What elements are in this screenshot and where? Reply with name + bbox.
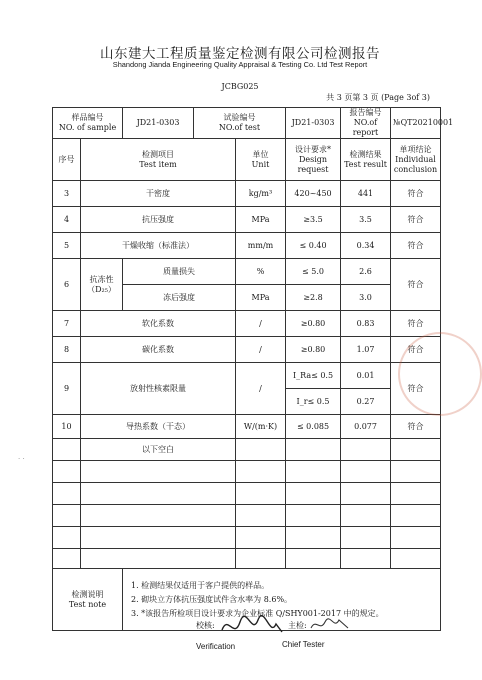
empty-row [53, 483, 441, 505]
col-result [341, 139, 391, 181]
row-no: 9 [53, 363, 81, 415]
sample-no-label-en: NO. of sample [58, 123, 117, 132]
note-2: 2. 砌块立方体抗压强度试件含水率为 8.6%。 [131, 594, 293, 604]
row-result: 3.0 [341, 285, 391, 311]
row-conclusion: 符合 [391, 415, 441, 439]
sample-no-label-cn: 样品编号 [71, 113, 104, 122]
chief-signature [308, 614, 352, 636]
verification-signature [218, 612, 286, 642]
row-group-label: 抗冻性 [89, 274, 114, 284]
col-design-en2: request [297, 164, 329, 174]
row-no: 6 [53, 259, 81, 311]
row-item: 软化系数 [81, 311, 236, 337]
row-group [81, 259, 123, 311]
test-no-value: JD21-0303 [286, 108, 341, 139]
margin-mark: · · [18, 455, 25, 463]
table-row [53, 259, 441, 285]
col-unit-cn: 单位 [252, 149, 269, 159]
row-requirement: ≥0.80 [286, 311, 341, 337]
row-item: 干密度 [81, 181, 236, 207]
row-subitem: 冻后强度 [123, 285, 236, 311]
row-unit: / [236, 337, 286, 363]
note-3: 3. *该报告所检项目设计要求为企业标准 Q/SHY001-2017 中的规定。 [131, 608, 384, 618]
page-indicator: 共 3 页第 3 页 (Page 3of 3) [326, 93, 430, 102]
row-unit: MPa [236, 207, 286, 233]
row-unit: / [236, 311, 286, 337]
empty-row [53, 527, 441, 549]
row-result: 0.077 [341, 415, 391, 439]
chief-tester-label-cn: 主检: [288, 621, 307, 630]
row-conclusion: 符合 [391, 181, 441, 207]
row-item: 导热系数（干态） [81, 415, 236, 439]
row-requirement: ≤ 0.40 [286, 233, 341, 259]
table-row [53, 233, 441, 259]
chief-tester-label-en: Chief Tester [282, 640, 325, 649]
table-row [53, 363, 441, 389]
row-item: 碳化系数 [81, 337, 236, 363]
col-design-cn: 设计要求* [295, 144, 332, 154]
test-no-label-en: NO.of test [218, 123, 261, 132]
row-requirement: 420~450 [286, 181, 341, 207]
row-result: 1.07 [341, 337, 391, 363]
row-no: 10 [53, 415, 81, 439]
row-unit: kg/m³ [236, 181, 286, 207]
table-row [53, 311, 441, 337]
row-item: 抗压强度 [81, 207, 236, 233]
row-conclusion: 符合 [391, 337, 441, 363]
col-conclusion [391, 139, 441, 181]
row-conclusion: 符合 [391, 259, 441, 311]
col-item [81, 139, 236, 181]
table-row [53, 415, 441, 439]
row-requirement: ≥2.8 [286, 285, 341, 311]
row-requirement: ≤ 5.0 [286, 259, 341, 285]
row-no: 4 [53, 207, 81, 233]
row-requirement: I_Ra≤ 0.5 [286, 363, 341, 389]
col-result-en: Test result [344, 159, 387, 169]
row-result: 441 [341, 181, 391, 207]
row-unit: W/(m·K) [236, 415, 286, 439]
row-no: 5 [53, 233, 81, 259]
test-results-table [52, 107, 454, 631]
col-unit-en: Unit [251, 159, 270, 169]
table-row [53, 337, 441, 363]
row-group-sub: （D₂₅） [87, 284, 116, 294]
col-item-cn: 检测项目 [142, 149, 174, 159]
row-result: 0.01 [341, 363, 391, 389]
notes-label-cn: 检测说明 [71, 589, 104, 599]
table-row [53, 181, 441, 207]
blank-row [53, 439, 441, 461]
row-conclusion: 符合 [391, 207, 441, 233]
row-item: 干燥收缩（标准法） [81, 233, 236, 259]
form-code: JCBG025 [221, 82, 259, 91]
info-row [53, 108, 441, 139]
column-header-row [53, 139, 441, 181]
row-subitem: 质量损失 [123, 259, 236, 285]
row-result: 0.83 [341, 311, 391, 337]
empty-row [53, 461, 441, 483]
company-seal [398, 332, 482, 416]
blank-marker: 以下空白 [81, 439, 236, 461]
row-result: 0.34 [341, 233, 391, 259]
col-result-cn: 检测结果 [349, 149, 382, 159]
row-unit: % [236, 259, 286, 285]
report-title-en: Shandong Jianda Engineering Quality Appraisal & Testing Co. Ltd Test Report [112, 60, 368, 69]
empty-row [53, 549, 441, 569]
report-no-label-en: NO.of report [352, 118, 379, 137]
row-conclusion: 符合 [391, 363, 441, 415]
col-conclusion-en2: conclusion [393, 164, 438, 174]
report-no-value: №QT20210001 [391, 108, 441, 139]
report-no-label [341, 108, 391, 139]
row-result: 0.27 [341, 389, 391, 415]
row-requirement: ≥3.5 [286, 207, 341, 233]
row-no: 7 [53, 311, 81, 337]
empty-row [53, 505, 441, 527]
row-no: 8 [53, 337, 81, 363]
row-item: 放射性核素限量 [81, 363, 236, 415]
row-requirement: ≤ 0.085 [286, 415, 341, 439]
verification-label-cn: 校核: [196, 621, 215, 630]
verification-label-en: Verification [196, 642, 236, 651]
row-unit: mm/m [236, 233, 286, 259]
notes-label [53, 569, 123, 631]
test-no-label [194, 108, 286, 139]
sample-no-label [53, 108, 123, 139]
sample-no-value: JD21-0303 [123, 108, 194, 139]
note-1: 1. 检测结果仅适用于客户提供的样品。 [131, 580, 270, 590]
col-conclusion-cn: 单项结论 [399, 144, 432, 154]
col-design [286, 139, 341, 181]
table-row [53, 207, 441, 233]
col-seq: 序号 [53, 139, 81, 181]
row-conclusion: 符合 [391, 311, 441, 337]
test-no-label-cn: 试验编号 [223, 113, 256, 122]
row-no: 3 [53, 181, 81, 207]
row-unit: MPa [236, 285, 286, 311]
col-unit [236, 139, 286, 181]
report-title-cn: 山东建大工程质量鉴定检测有限公司检测报告 [100, 46, 380, 62]
col-design-en1: Design [298, 154, 328, 164]
row-unit: / [236, 363, 286, 415]
row-requirement: I_r≤ 0.5 [286, 389, 341, 415]
row-conclusion: 符合 [391, 233, 441, 259]
row-result: 2.6 [341, 259, 391, 285]
row-result: 3.5 [341, 207, 391, 233]
col-item-en: Test item [139, 159, 177, 169]
notes-label-en: Test note [68, 599, 107, 609]
report-no-label-cn: 报告编号 [349, 108, 382, 117]
col-conclusion-en1: Individual [395, 154, 436, 164]
row-requirement: ≥0.80 [286, 337, 341, 363]
